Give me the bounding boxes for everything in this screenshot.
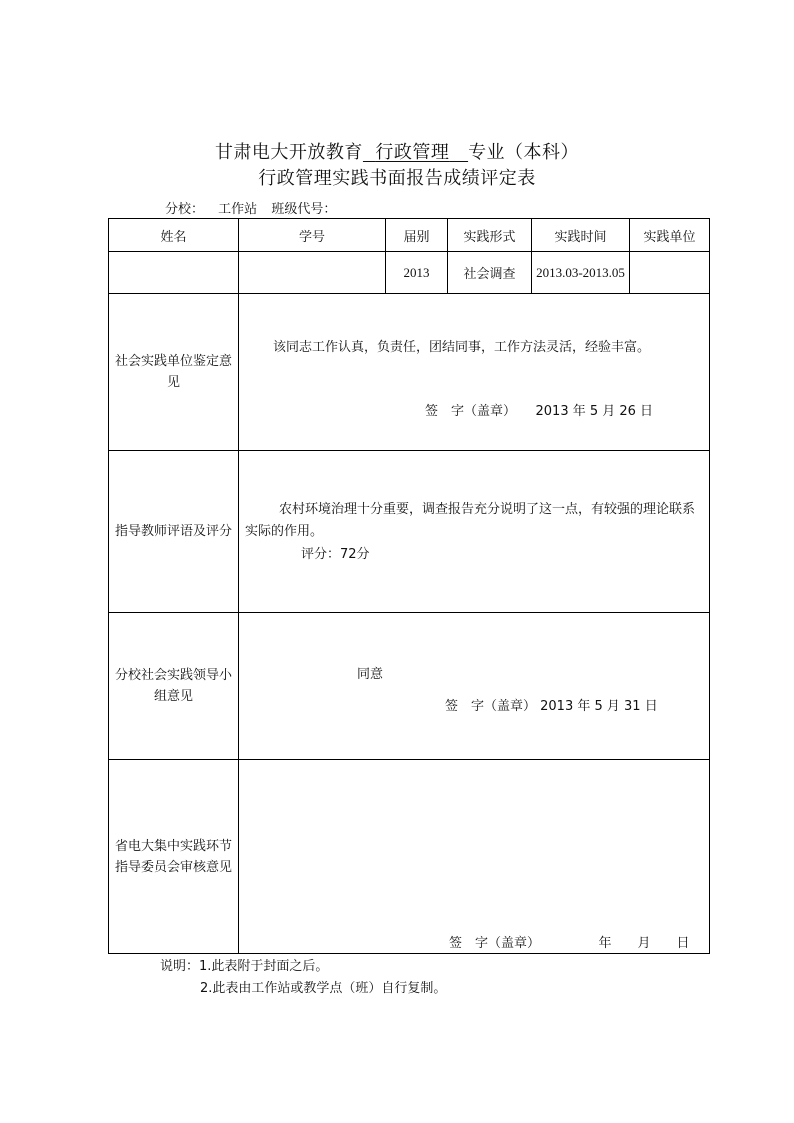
header-name: 姓名 bbox=[109, 219, 239, 252]
teacher-row bbox=[109, 451, 710, 613]
branch-group-signature: 签 字（盖章） 2013 年 5 月 31 日 bbox=[445, 699, 658, 714]
note-line-2: 2.此表由工作站或教学点（班）自行复制。 bbox=[200, 981, 447, 996]
cell-name[interactable] bbox=[109, 252, 239, 294]
provincial-signature: 签 字（盖章） 年 月 日 bbox=[449, 936, 690, 951]
header-session: 届别 bbox=[386, 219, 448, 252]
teacher-score: 评分：72分 bbox=[301, 547, 370, 562]
provincial-row bbox=[109, 760, 710, 954]
unit-opinion-row bbox=[109, 294, 710, 451]
teacher-label: 指导教师评语及评分 bbox=[109, 451, 239, 613]
title-suffix: 专业（本科） bbox=[468, 142, 580, 163]
branch-group-content[interactable] bbox=[239, 613, 710, 760]
unit-opinion-label: 社会实践单位鉴定意见 bbox=[109, 294, 239, 451]
cell-student-id[interactable] bbox=[239, 252, 386, 294]
header-time: 实践时间 bbox=[532, 219, 630, 252]
class-label: 班级代号： bbox=[271, 202, 337, 217]
document-title bbox=[0, 138, 794, 164]
branch-label: 分校： bbox=[165, 202, 205, 217]
branch-group-row bbox=[109, 613, 710, 760]
cell-time[interactable]: 2013.03-2013.05 bbox=[532, 252, 630, 294]
evaluation-form-table bbox=[108, 218, 710, 954]
unit-opinion-content[interactable] bbox=[239, 294, 710, 451]
meta-line bbox=[165, 198, 346, 217]
cell-session[interactable]: 2013 bbox=[386, 252, 448, 294]
provincial-label: 省电大集中实践环节指导委员会审核意见 bbox=[109, 760, 239, 954]
title-prefix: 甘肃电大开放教育 bbox=[214, 142, 363, 163]
branch-group-text: 同意 bbox=[357, 667, 384, 682]
teacher-content[interactable] bbox=[239, 451, 710, 613]
header-row bbox=[109, 219, 710, 252]
provincial-content[interactable] bbox=[239, 760, 710, 954]
branch-group-label: 分校社会实践领导小组意见 bbox=[109, 613, 239, 760]
header-student-id: 学号 bbox=[239, 219, 386, 252]
data-row bbox=[109, 252, 710, 294]
unit-opinion-signature: 签 字（盖章） 2013 年 5 月 26 日 bbox=[425, 404, 654, 419]
title-major: 行政管理 bbox=[375, 142, 450, 163]
station-label: 工作站 bbox=[218, 202, 258, 217]
notes bbox=[160, 956, 446, 1000]
cell-unit[interactable] bbox=[630, 252, 710, 294]
header-unit: 实践单位 bbox=[630, 219, 710, 252]
unit-opinion-text: 该同志工作认真，负责任，团结同事，工作方法灵活，经验丰富。 bbox=[273, 340, 651, 355]
teacher-comment: 农村环境治理十分重要，调查报告充分说明了这一点，有较强的理论联系实际的作用。 bbox=[245, 502, 696, 539]
note-line-1: 说明：1.此表附于封面之后。 bbox=[160, 959, 329, 974]
header-form: 实践形式 bbox=[448, 219, 532, 252]
document-subtitle: 行政管理实践书面报告成绩评定表 bbox=[258, 168, 536, 189]
cell-form[interactable]: 社会调查 bbox=[448, 252, 532, 294]
